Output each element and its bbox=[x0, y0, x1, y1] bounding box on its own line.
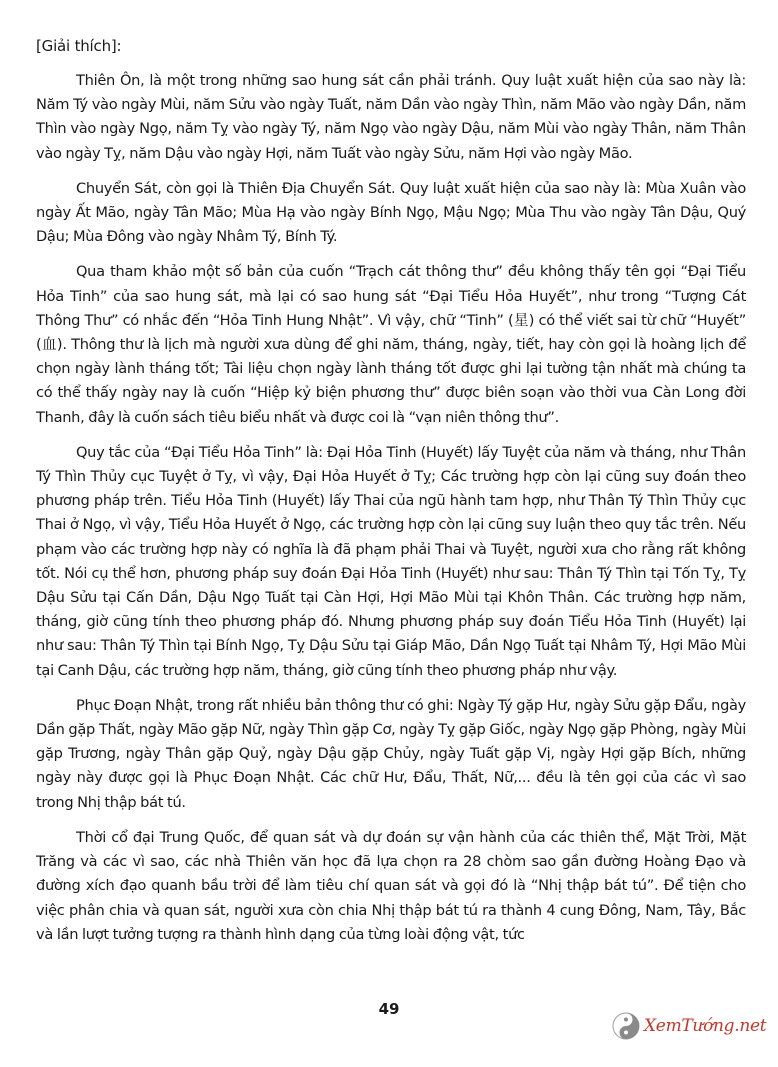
site-watermark bbox=[612, 1012, 766, 1040]
page-number: 49 bbox=[378, 1000, 400, 1018]
section-heading: [Giải thích]: bbox=[36, 37, 122, 55]
paragraph-phuc-doan-nhat: Phục Đoạn Nhật, trong rất nhiều bản thông thư có ghi: Ngày Tý gặp Hư, ngày Sửu gặp Đẩu, ngày Dần gặp Thất, ngày Mão gặp Nữ, ngày Thìn gặp Cơ, ngày Tỵ gặp Giốc, ngày Ngọ gặp Phòng, ngày Mùi gặp Trương, ngày Thân gặp Quỷ, ngày Dậu gặp Chủy, ngày Tuất gặp Vị, ngày Hợi gặp Bích, những ngày này được gọi là Phục Đoạn Nhật. Các chữ Hư, Đẩu, Thất, Nữ,... đều là tên gọi của các vì sao trong Nhị thập bát tú. bbox=[36, 696, 747, 811]
yin-yang-icon bbox=[612, 1012, 640, 1040]
paragraph-chuyen-sat: Chuyển Sát, còn gọi là Thiên Địa Chuyển Sát. Quy luật xuất hiện của sao này là: Mùa Xuân vào ngày Ất Mão, ngày Tân Mão; Mùa Hạ vào ngày Bính Ngọ, Mậu Ngọ; Mùa Thu vào ngày Tân Dậu, Quý Dậu; Mùa Đông vào ngày Nhâm Tý, Bính Tý. bbox=[36, 179, 746, 246]
paragraph-nhi-thap-bat-tu: Thời cổ đại Trung Quốc, để quan sát và dự đoán sự vận hành của các thiên thể, Mặt Trời, Mặt Trăng và các vì sao, các nhà Thiên văn học đã lựa chọn ra 28 chòm sao gần đường Hoàng Đạo và đường xích đạo quanh bầu trời để làm tiêu chí quan sát và gọi đó là “Nhị thập bát tú”. Để tiện cho việc phân chia và quan sát, người xưa còn chia Nhị thập bát tú ra thành 4 cung Đông, Nam, Tây, Bắc và lần lượt tưởng tượng ra thành hình dạng của từng loài động vật, tức bbox=[36, 828, 746, 943]
paragraph-dai-tieu-hoa-tinh: Qua tham khảo một số bản của cuốn “Trạch cát thông thư” đều không thấy tên gọi “Đại Tiểu Hỏa Tinh” của sao hung sát, mà lại có sao hung sát “Đại Tiểu Hỏa Huyết”, như trong “Tượng Cát Thông Thư” có nhắc đến “Hỏa Tinh Hung Nhật”. Vì vậy, chữ “Tinh” (星) có thể viết sai từ chữ “Huyết” (血). Thông thư là lịch mà người xưa dùng để ghi năm, tháng, ngày, tiết, hay còn gọi là hoàng lịch để chọn ngày lành tháng tốt; Tài liệu chọn ngày lành tháng tốt được ghi lại tường tận nhất mà chúng ta có thể thấy ngày nay là cuốn “Hiệp kỷ biện phương thư” được biên soạn vào thời vua Càn Long đời Thanh, đây là cuốn sách tiêu biểu nhất và được coi là “vạn niên thông thư”. bbox=[36, 263, 746, 426]
document-body bbox=[36, 34, 746, 958]
paragraph-quy-tac: Quy tắc của “Đại Tiểu Hỏa Tinh” là: Đại Hỏa Tinh (Huyết) lấy Tuyệt của năm và tháng, như Thân Tý Thìn Thủy cục Tuyệt ở Tỵ, vì vậy, Đại Hỏa Huyết ở Tỵ; Các trường hợp còn lại cũng suy đoán theo phương pháp trên. Tiểu Hỏa Tinh (Huyết) lấy Thai của ngũ hành tam hợp, như Thân Tý Thìn Thủy cục Thai ở Ngọ, vì vậy, Tiểu Hỏa Huyết ở Ngọ, các trường hợp còn lại cũng suy luận theo quy tắc trên. Nếu phạm vào các trường hợp này có nghĩa là đã phạm phải Thai và Tuyệt, người xưa cho rằng rất không tốt. Nói cụ thể hơn, phương pháp suy đoán Đại Hỏa Tinh (Huyết) như sau: Thân Tý Thìn tại Tốn Tỵ, Tỵ Dậu Sửu tại Cấn Dần, Dậu Ngọ Tuất tại Càn Hợi, Hợi Mão Mùi tại Khôn Thân. Các trường hợp năm, tháng, giờ cũng tính theo phương pháp đó. Nhưng phương pháp suy đoán Tiểu Hỏa Tinh (Huyết) lại như sau: Thân Tý Thìn tại Bính Ngọ, Tỵ Dậu Sửu tại Giáp Mão, Dần Ngọ Tuất tại Nhâm Tý, Hợi Mão Mùi tại Canh Dậu, các trường hợp năm, tháng, giờ cũng tính theo phương pháp như vậy. bbox=[36, 443, 746, 679]
watermark-text: XemTướng.net bbox=[644, 1016, 767, 1036]
paragraph-thien-on: Thiên Ôn, là một trong những sao hung sát cần phải tránh. Quy luật xuất hiện của sao này là: Năm Tý vào ngày Mùi, năm Sửu vào ngày Tuất, năm Dần vào ngày Thìn, năm Mão vào ngày Dần, năm Thìn vào ngày Ngọ, năm Tỵ vào ngày Tý, năm Ngọ vào ngày Dậu, năm Mùi vào ngày Thân, năm Thân vào ngày Tỵ, năm Dậu vào ngày Hợi, năm Tuất vào ngày Sửu, năm Hợi vào ngày Mão. bbox=[36, 72, 746, 162]
